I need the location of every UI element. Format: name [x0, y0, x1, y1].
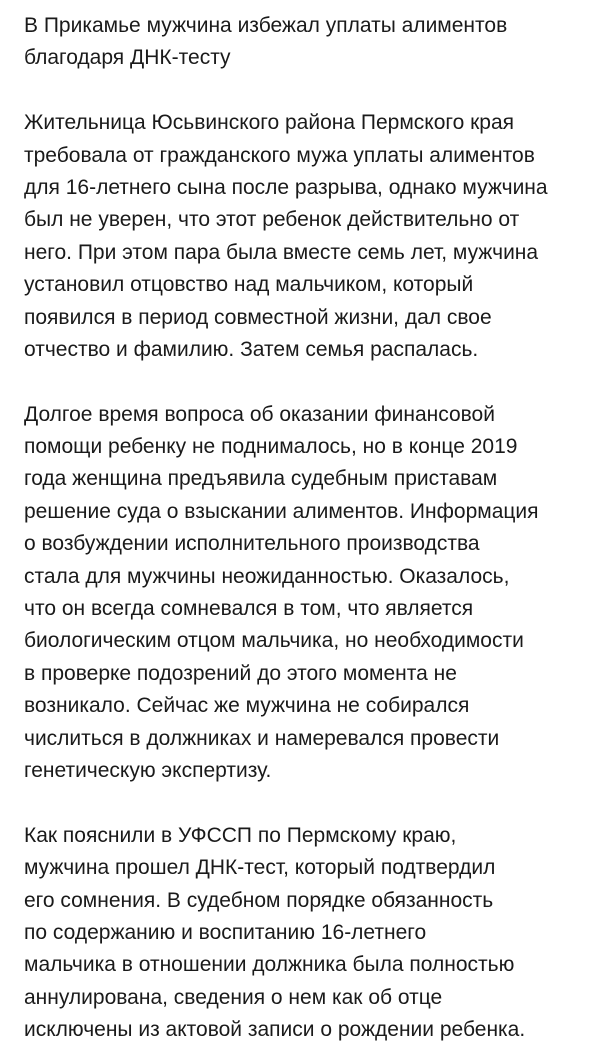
title-line: В Прикамье мужчина избежал уплаты алиментов	[24, 14, 508, 37]
text-line: для 16-летнего сына после разрыва, однако мужчина	[24, 175, 548, 199]
text-line: появился в период совместной жизни, дал свое	[24, 305, 492, 329]
text-line: числиться в должниках и намеревался провести	[24, 726, 500, 750]
paragraph-3	[24, 820, 594, 1047]
text-line: возникало. Сейчас же мужчина не собирался	[24, 694, 470, 718]
text-line: Долгое время вопроса об оказании финансовой	[24, 402, 495, 426]
text-line: исключены из актовой записи о рождении ребенка.	[24, 1018, 526, 1042]
text-line: года женщина предъявила судебным приставам	[24, 467, 498, 491]
text-line: помощи ребенку не поднималось, но в конце 2019	[24, 435, 518, 459]
text-line: аннулирована, сведения о нем как об отце	[24, 985, 443, 1009]
text-line: него. При этом пара была вместе семь лет, мужчина	[24, 240, 539, 264]
text-line: мальчика в отношении должника была полностью	[24, 953, 515, 977]
text-line: Жительница Юсьвинского района Пермского края	[24, 111, 515, 135]
title-line: благодаря ДНК-тесту	[24, 46, 231, 70]
text-line: отчество и фамилию. Затем семья распалась.	[24, 337, 479, 361]
article-title	[24, 10, 594, 75]
text-line: мужчина прошел ДНК-тест, который подтвердил	[24, 856, 496, 880]
text-line: решение суда о взыскании алиментов. Информация	[24, 499, 539, 523]
text-line: в проверке подозрений до этого момента не	[24, 661, 457, 685]
paragraph-1	[24, 107, 594, 366]
text-line: стала для мужчины неожиданностью. Оказалось,	[24, 564, 510, 588]
text-line: по содержанию и воспитанию 16-летнего	[24, 920, 427, 944]
text-line: что он всегда сомневался в том, что является	[24, 597, 474, 621]
text-line: требовала от гражданского мужа уплаты алиментов	[24, 143, 535, 167]
text-line: биологическим отцом мальчика, но необходимости	[24, 629, 524, 653]
text-line: его сомнения. В судебном порядке обязанность	[24, 888, 494, 912]
text-line: генетическую экспертизу.	[24, 758, 272, 782]
text-line: о возбуждении исполнительного производства	[24, 532, 480, 556]
article	[24, 10, 594, 1047]
paragraph-2	[24, 399, 594, 788]
text-line: установил отцовство над мальчиком, который	[24, 273, 474, 297]
text-line: Как пояснили в УФССП по Пермскому краю,	[24, 823, 457, 847]
text-line: был не уверен, что этот ребенок действительно от	[24, 208, 520, 232]
